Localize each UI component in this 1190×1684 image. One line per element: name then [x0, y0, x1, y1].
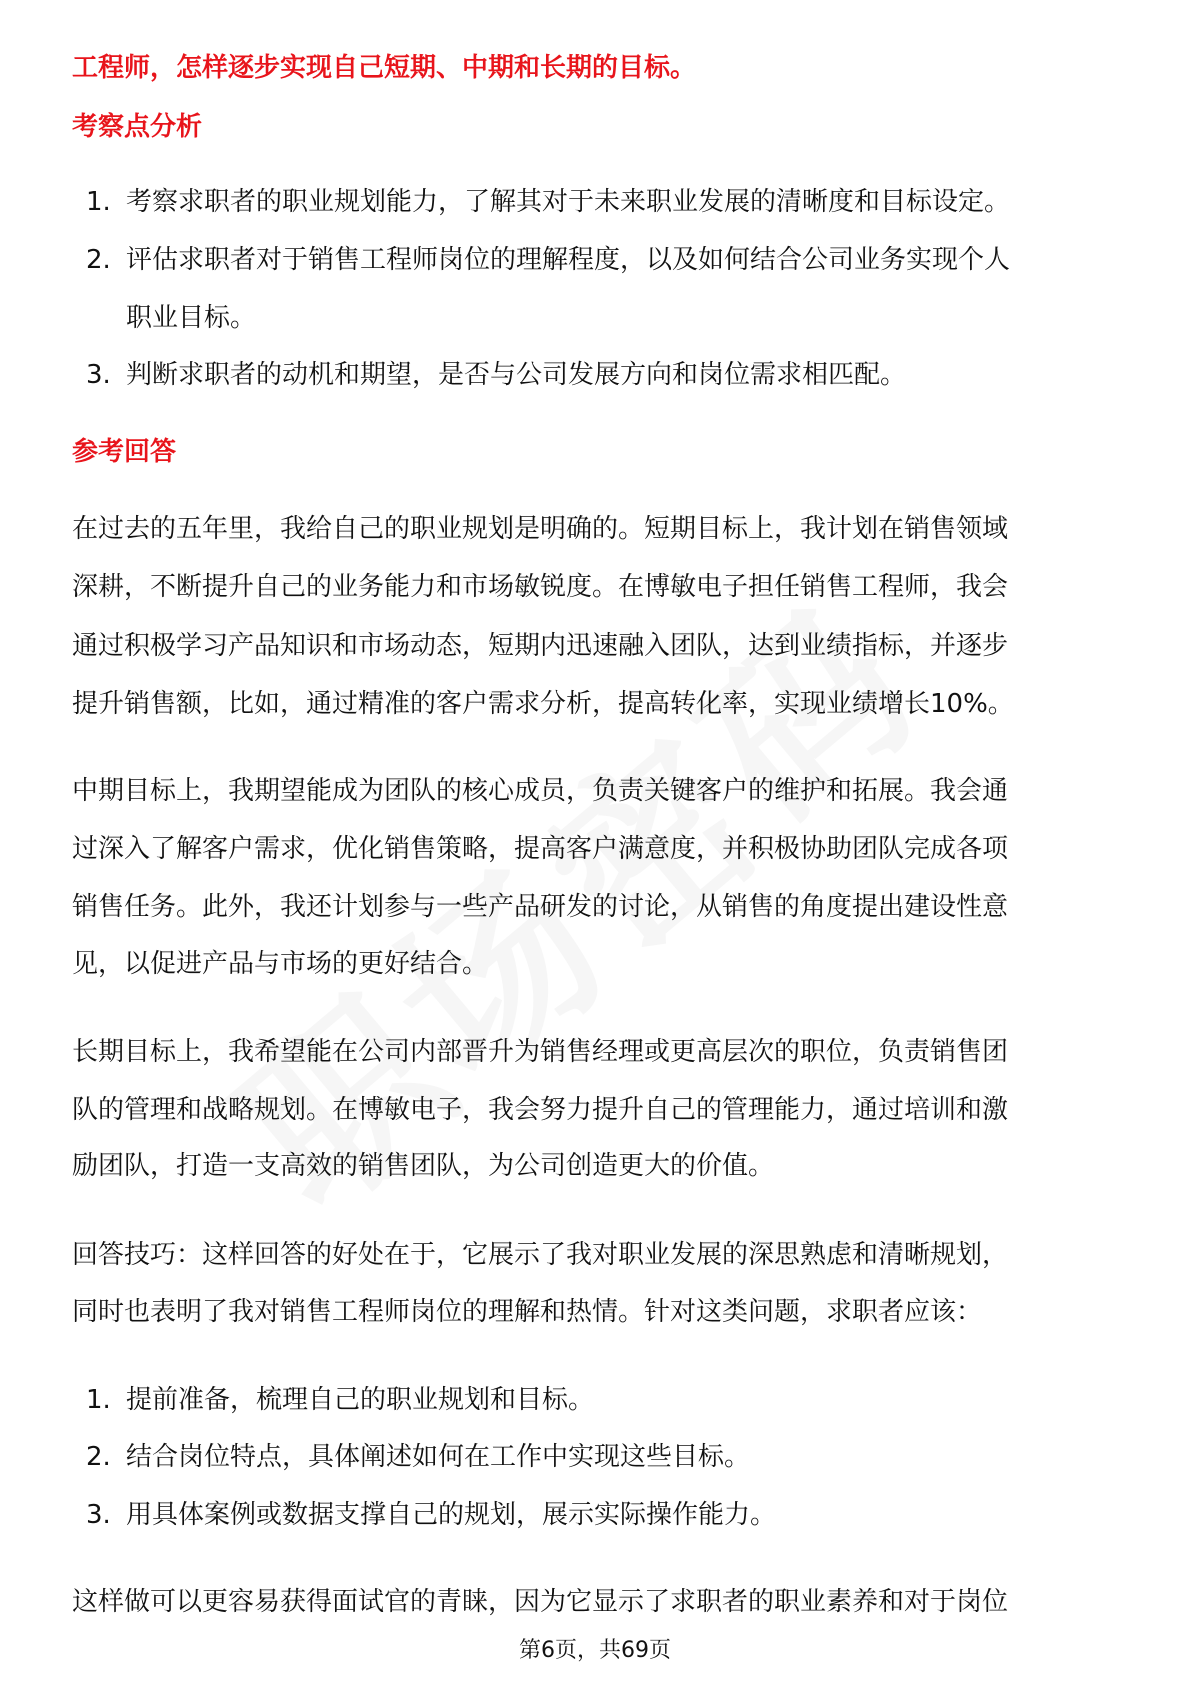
- list-number: 1.: [86, 187, 111, 217]
- paragraph-line: 中期目标上，我期望能成为团队的核心成员，负责关键客户的维护和拓展。我会通: [72, 776, 1009, 806]
- paragraph-line: 队的管理和战略规划。在博敏电子，我会努力提升自己的管理能力，通过培训和激: [72, 1095, 1009, 1125]
- list-text: 用具体案例或数据支撑自己的规划，展示实际操作能力。: [126, 1500, 777, 1530]
- paragraph-line: 深耕，不断提升自己的业务能力和市场敏锐度。在博敏电子担任销售工程师，我会: [72, 572, 1009, 602]
- answer-heading: 参考回答: [72, 437, 177, 467]
- paragraph-line: 过深入了解客户需求，优化销售策略，提高客户满意度，并积极协助团队完成各项: [72, 834, 1009, 864]
- list-number: 3.: [86, 360, 111, 390]
- list-text: 考察求职者的职业规划能力，了解其对于未来职业发展的清晰度和目标设定。: [126, 187, 1011, 217]
- list-text: 结合岗位特点，具体阐述如何在工作中实现这些目标。: [126, 1442, 751, 1472]
- analysis-item-2-cont: 职业目标。: [126, 303, 257, 333]
- paragraph-line: 在过去的五年里，我给自己的职业规划是明确的。短期目标上，我计划在销售领域: [72, 514, 1009, 544]
- list-text: 判断求职者的动机和期望，是否与公司发展方向和岗位需求相匹配。: [126, 360, 907, 390]
- tips-line: 同时也表明了我对销售工程师岗位的理解和热情。针对这类问题，求职者应该：: [72, 1297, 983, 1327]
- page-footer: 第6页，共69页: [519, 1638, 671, 1663]
- paragraph-line: 见，以促进产品与市场的更好结合。: [72, 949, 489, 979]
- tips-item-1: [86, 1383, 594, 1417]
- list-number: 2.: [86, 1442, 111, 1472]
- page-title: 工程师，怎样逐步实现自己短期、中期和长期的目标。: [72, 53, 697, 83]
- list-number: 2.: [86, 245, 111, 275]
- analysis-item-1: [86, 185, 1010, 219]
- paragraph-line: 通过积极学习产品知识和市场动态，短期内迅速融入团队，达到业绩指标，并逐步: [72, 631, 1009, 661]
- list-text: 评估求职者对于销售工程师岗位的理解程度，以及如何结合公司业务实现个人: [126, 245, 1011, 275]
- analysis-heading: 考察点分析: [72, 112, 203, 142]
- list-number: 1.: [86, 1385, 111, 1415]
- paragraph-line: 长期目标上，我希望能在公司内部晋升为销售经理或更高层次的职位，负责销售团: [72, 1037, 1009, 1067]
- tips-item-2: [86, 1440, 750, 1474]
- tips-item-3: [86, 1498, 776, 1532]
- paragraph-line: 励团队，打造一支高效的销售团队，为公司创造更大的价值。: [72, 1151, 775, 1181]
- analysis-item-3: [86, 358, 906, 392]
- closing-line: 这样做可以更容易获得面试官的青睐，因为它显示了求职者的职业素养和对于岗位: [72, 1587, 1009, 1617]
- analysis-item-2: [86, 243, 1010, 277]
- list-text: 提前准备，梳理自己的职业规划和目标。: [126, 1385, 595, 1415]
- paragraph-line: 销售任务。此外，我还计划参与一些产品研发的讨论，从销售的角度提出建设性意: [72, 892, 1009, 922]
- list-number: 3.: [86, 1500, 111, 1530]
- tips-line: 回答技巧：这样回答的好处在于，它展示了我对职业发展的深思熟虑和清晰规划，: [72, 1240, 1009, 1270]
- paragraph-line: 提升销售额，比如，通过精准的客户需求分析，提高转化率，实现业绩增长10%。: [72, 689, 1014, 719]
